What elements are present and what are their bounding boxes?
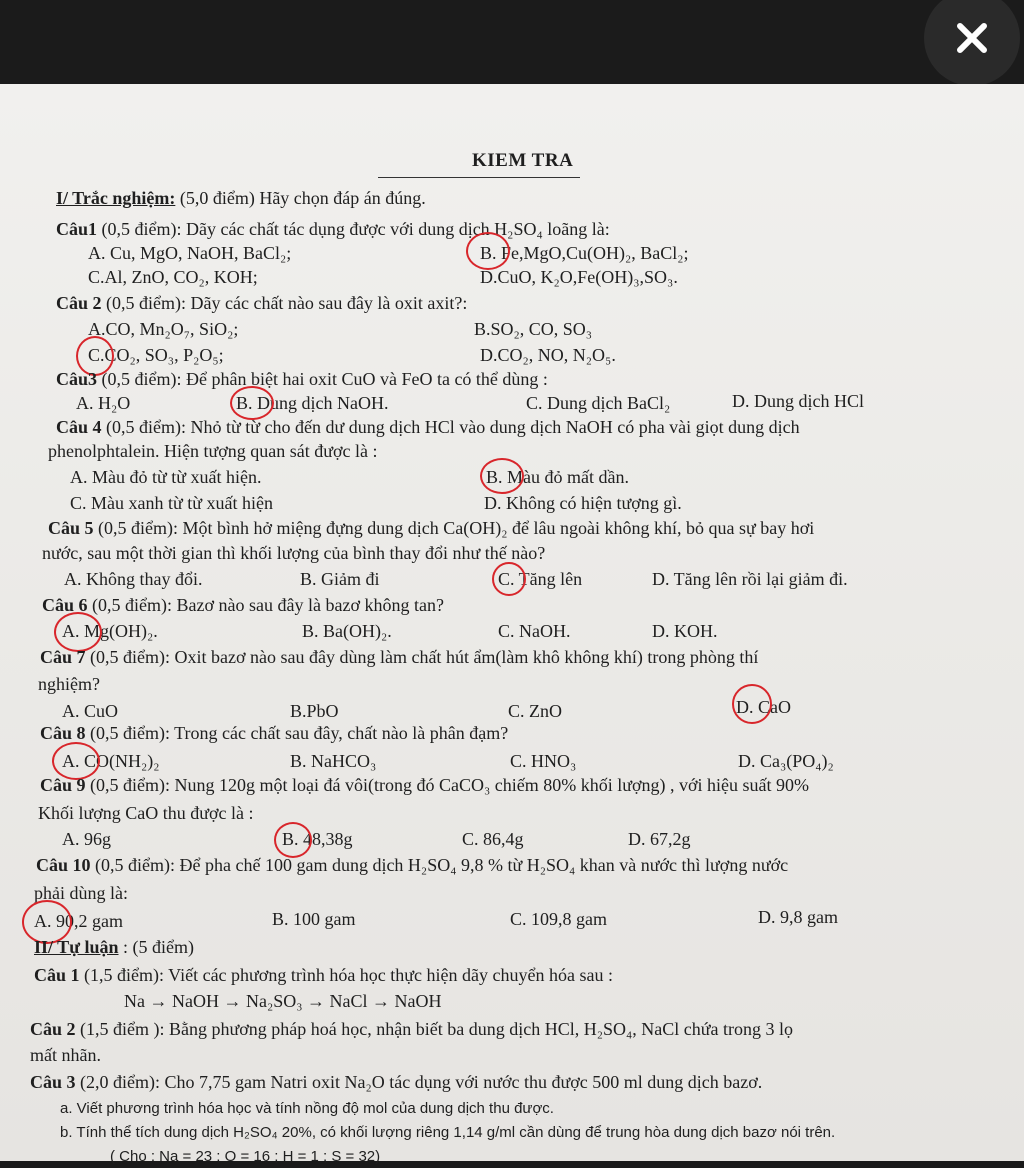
q10-option-d: D. 9,8 gam <box>758 907 838 927</box>
q6-option-d: D. KOH. <box>652 621 718 641</box>
q8-option-c: C. HNO₃ <box>510 751 577 771</box>
essay3-text: (2,0 điểm): Cho 7,75 gam Natri oxit Na₂O tác dụng với nước thu được 500 ml dung dịch bazơ. <box>75 1072 763 1092</box>
q1-option-b: B. Fe,MgO,Cu(OH)₂, BaCl₂; <box>480 243 689 263</box>
q7-option-a: A. CuO <box>62 701 119 721</box>
essay2-text: (1,5 điểm ): Bằng phương pháp hoá học, nhận biết ba dung dịch HCl, H₂SO₄, NaCl chứa trong 3 lọ <box>75 1019 793 1039</box>
q5-option-a: A. Không thay đổi. <box>64 569 203 589</box>
q10-stem <box>36 854 788 876</box>
q9-option-d: D. 67,2g <box>628 829 691 849</box>
q9-stem-cont: Khối lượng CaO thu được là : <box>38 803 254 823</box>
q4-option-c: C. Màu xanh từ từ xuất hiện <box>70 493 273 513</box>
q8-text: (0,5 điểm): Trong các chất sau đây, chất nào là phân đạm? <box>85 723 509 743</box>
q1-stem <box>56 218 610 240</box>
q6-label: Câu 6 <box>42 595 88 615</box>
q2-stem <box>56 292 467 314</box>
answer-mark-circle <box>230 386 274 420</box>
section1-label: I/ Trắc nghiệm: <box>56 188 176 208</box>
q5-label: Câu 5 <box>48 518 94 538</box>
q3-option-d: D. Dung dịch HCl <box>732 391 864 411</box>
q6-option-c: C. NaOH. <box>498 621 571 641</box>
q2-option-d: D.CO₂, NO, N₂O₅. <box>480 345 616 365</box>
q8-option-d: D. Ca₃(PO₄)₂ <box>738 751 834 771</box>
q4-option-b: B. Màu đỏ mất dần. <box>486 467 629 487</box>
q3-label: Câu3 <box>56 369 98 389</box>
q10-label: Câu 10 <box>36 855 91 875</box>
q3-stem <box>56 368 548 390</box>
q2-option-a: A.CO, Mn₂O₇, SiO₂; <box>88 319 239 339</box>
q5-stem-cont: nước, sau một thời gian thì khối lượng của bình thay đổi như thế nào? <box>42 543 546 563</box>
q3-option-b: B. Dung dịch NaOH. <box>236 393 389 413</box>
q10-stem-cont: phải dùng là: <box>34 883 128 903</box>
q4-text: (0,5 điểm): Nhỏ từ từ cho đến dư dung dịch HCl vào dung dịch NaOH có pha vài giọt dung dịch <box>101 417 800 437</box>
section2-text: : (5 điểm) <box>118 937 194 957</box>
q9-label: Câu 9 <box>40 775 86 795</box>
q7-option-c: C. ZnO <box>508 701 562 721</box>
answer-mark-circle <box>274 822 312 858</box>
answer-mark-circle <box>732 684 772 724</box>
q2-text: (0,5 điểm): Dãy các chất nào sau đây là oxit axit?: <box>101 293 468 313</box>
q10-option-b: B. 100 gam <box>272 909 356 929</box>
q3-option-a: A. H₂O <box>76 393 131 413</box>
essay2-label: Câu 2 <box>30 1019 76 1039</box>
q2-option-b: B.SO₂, CO, SO₃ <box>474 319 593 339</box>
essay3-note: ( Cho : Na = 23 ; O = 16 ; H = 1 ; S = 32) <box>110 1148 381 1165</box>
q9-option-b: B. 48,38g <box>282 829 353 849</box>
q9-stem <box>40 774 809 796</box>
q6-option-a: A. Mg(OH)₂. <box>62 621 158 641</box>
q4-option-d: D. Không có hiện tượng gì. <box>484 493 682 513</box>
essay1-text: (1,5 điểm): Viết các phương trình hóa học thực hiện dãy chuyển hóa sau : <box>79 965 613 985</box>
answer-mark-circle <box>492 562 526 596</box>
q9-option-c: C. 86,4g <box>462 829 524 849</box>
q6-option-b: B. Ba(OH)₂. <box>302 621 392 641</box>
q10-option-a: A. 90,2 gam <box>34 911 123 931</box>
q7-label: Câu 7 <box>40 647 86 667</box>
q2-label: Câu 2 <box>56 293 102 313</box>
answer-mark-circle <box>480 458 524 494</box>
q10-option-c: C. 109,8 gam <box>510 909 607 929</box>
q7-text: (0,5 điểm): Oxit bazơ nào sau đây dùng làm chất hút ẩm(làm khô không khí) trong phòng thí <box>85 647 759 667</box>
essay1-stem <box>34 964 613 986</box>
q7-stem-cont: nghiệm? <box>38 674 100 694</box>
q5-option-c: C. Tăng lên <box>498 569 583 589</box>
q8-stem <box>40 722 508 744</box>
q7-stem <box>40 646 758 668</box>
close-icon <box>954 20 990 56</box>
section2-heading <box>34 936 194 958</box>
q1-option-c: C.Al, ZnO, CO₂, KOH; <box>88 267 258 287</box>
q1-text: (0,5 điểm): Dãy các chất tác dụng được với dung dịch H₂SO₄ loãng là: <box>97 219 610 239</box>
answer-mark-circle <box>466 232 510 270</box>
q5-option-d: D. Tăng lên rồi lại giảm đi. <box>652 569 848 589</box>
essay3-part-a: a. Viết phương trình hóa học và tính nồng độ mol của dung dịch thu được. <box>60 1100 554 1117</box>
essay3-label: Câu 3 <box>30 1072 76 1092</box>
q5-text: (0,5 điểm): Một bình hở miệng đựng dung dịch Ca(OH)₂ để lâu ngoài không khí, bỏ qua sự bay hơi <box>93 518 815 538</box>
top-bar <box>0 0 1024 84</box>
essay1-label: Câu 1 <box>34 965 80 985</box>
q9-text: (0,5 điểm): Nung 120g một loại đá vôi(trong đó CaCO₃ chiếm 80% khối lượng) , với hiệu suất 90% <box>85 775 809 795</box>
q4-stem-cont: phenolphtalein. Hiện tượng quan sát được là : <box>48 441 378 461</box>
essay2-stem-cont: mất nhãn. <box>30 1045 101 1065</box>
essay3-stem <box>30 1071 762 1093</box>
q8-option-a: A. CO(NH₂)₂ <box>62 751 160 771</box>
page-title: KIEM TRA <box>472 150 574 171</box>
section2-label: II/ Tự luận <box>34 937 119 957</box>
q1-label: Câu1 <box>56 219 98 239</box>
q7-option-d: D. CaO <box>736 697 791 717</box>
q8-option-b: B. NaHCO₃ <box>290 751 377 771</box>
q10-text: (0,5 điểm): Để pha chế 100 gam dung dịch H₂SO₄ 9,8 % từ H₂SO₄ khan và nước thì lượng nước <box>90 855 789 875</box>
q4-label: Câu 4 <box>56 417 102 437</box>
q3-text: (0,5 điểm): Để phân biệt hai oxit CuO và FeO ta có thể dùng : <box>97 369 548 389</box>
section1-heading <box>56 187 426 209</box>
q2-option-c: C.CO₂, SO₃, P₂O₅; <box>88 345 224 365</box>
q6-stem <box>42 594 444 616</box>
essay3-part-b: b. Tính thể tích dung dịch H₂SO₄ 20%, có khối lượng riêng 1,14 g/ml cần dùng để trung hòa dung dịch bazơ nói trên. <box>60 1124 836 1141</box>
section1-text: (5,0 điểm) Hãy chọn đáp án đúng. <box>175 188 426 208</box>
q7-option-b: B.PbO <box>290 701 339 721</box>
q4-option-a: A. Màu đỏ từ từ xuất hiện. <box>70 467 262 487</box>
q9-option-a: A. 96g <box>62 829 111 849</box>
q1-option-d: D.CuO, K₂O,Fe(OH)₃,SO₃. <box>480 267 678 287</box>
essay2-stem <box>30 1018 793 1040</box>
q5-stem <box>48 517 814 539</box>
q4-stem <box>56 416 800 438</box>
q3-option-c: C. Dung dịch BaCl₂ <box>526 393 671 413</box>
q1-option-a: A. Cu, MgO, NaOH, BaCl₂; <box>88 243 292 263</box>
q6-text: (0,5 điểm): Bazơ nào sau đây là bazơ không tan? <box>87 595 444 615</box>
title-rule <box>378 177 580 178</box>
q5-option-b: B. Giảm đi <box>300 569 380 589</box>
essay1-chain: Na → NaOH → Na₂SO₃ → NaCl → NaOH <box>124 991 442 1011</box>
q8-label: Câu 8 <box>40 723 86 743</box>
